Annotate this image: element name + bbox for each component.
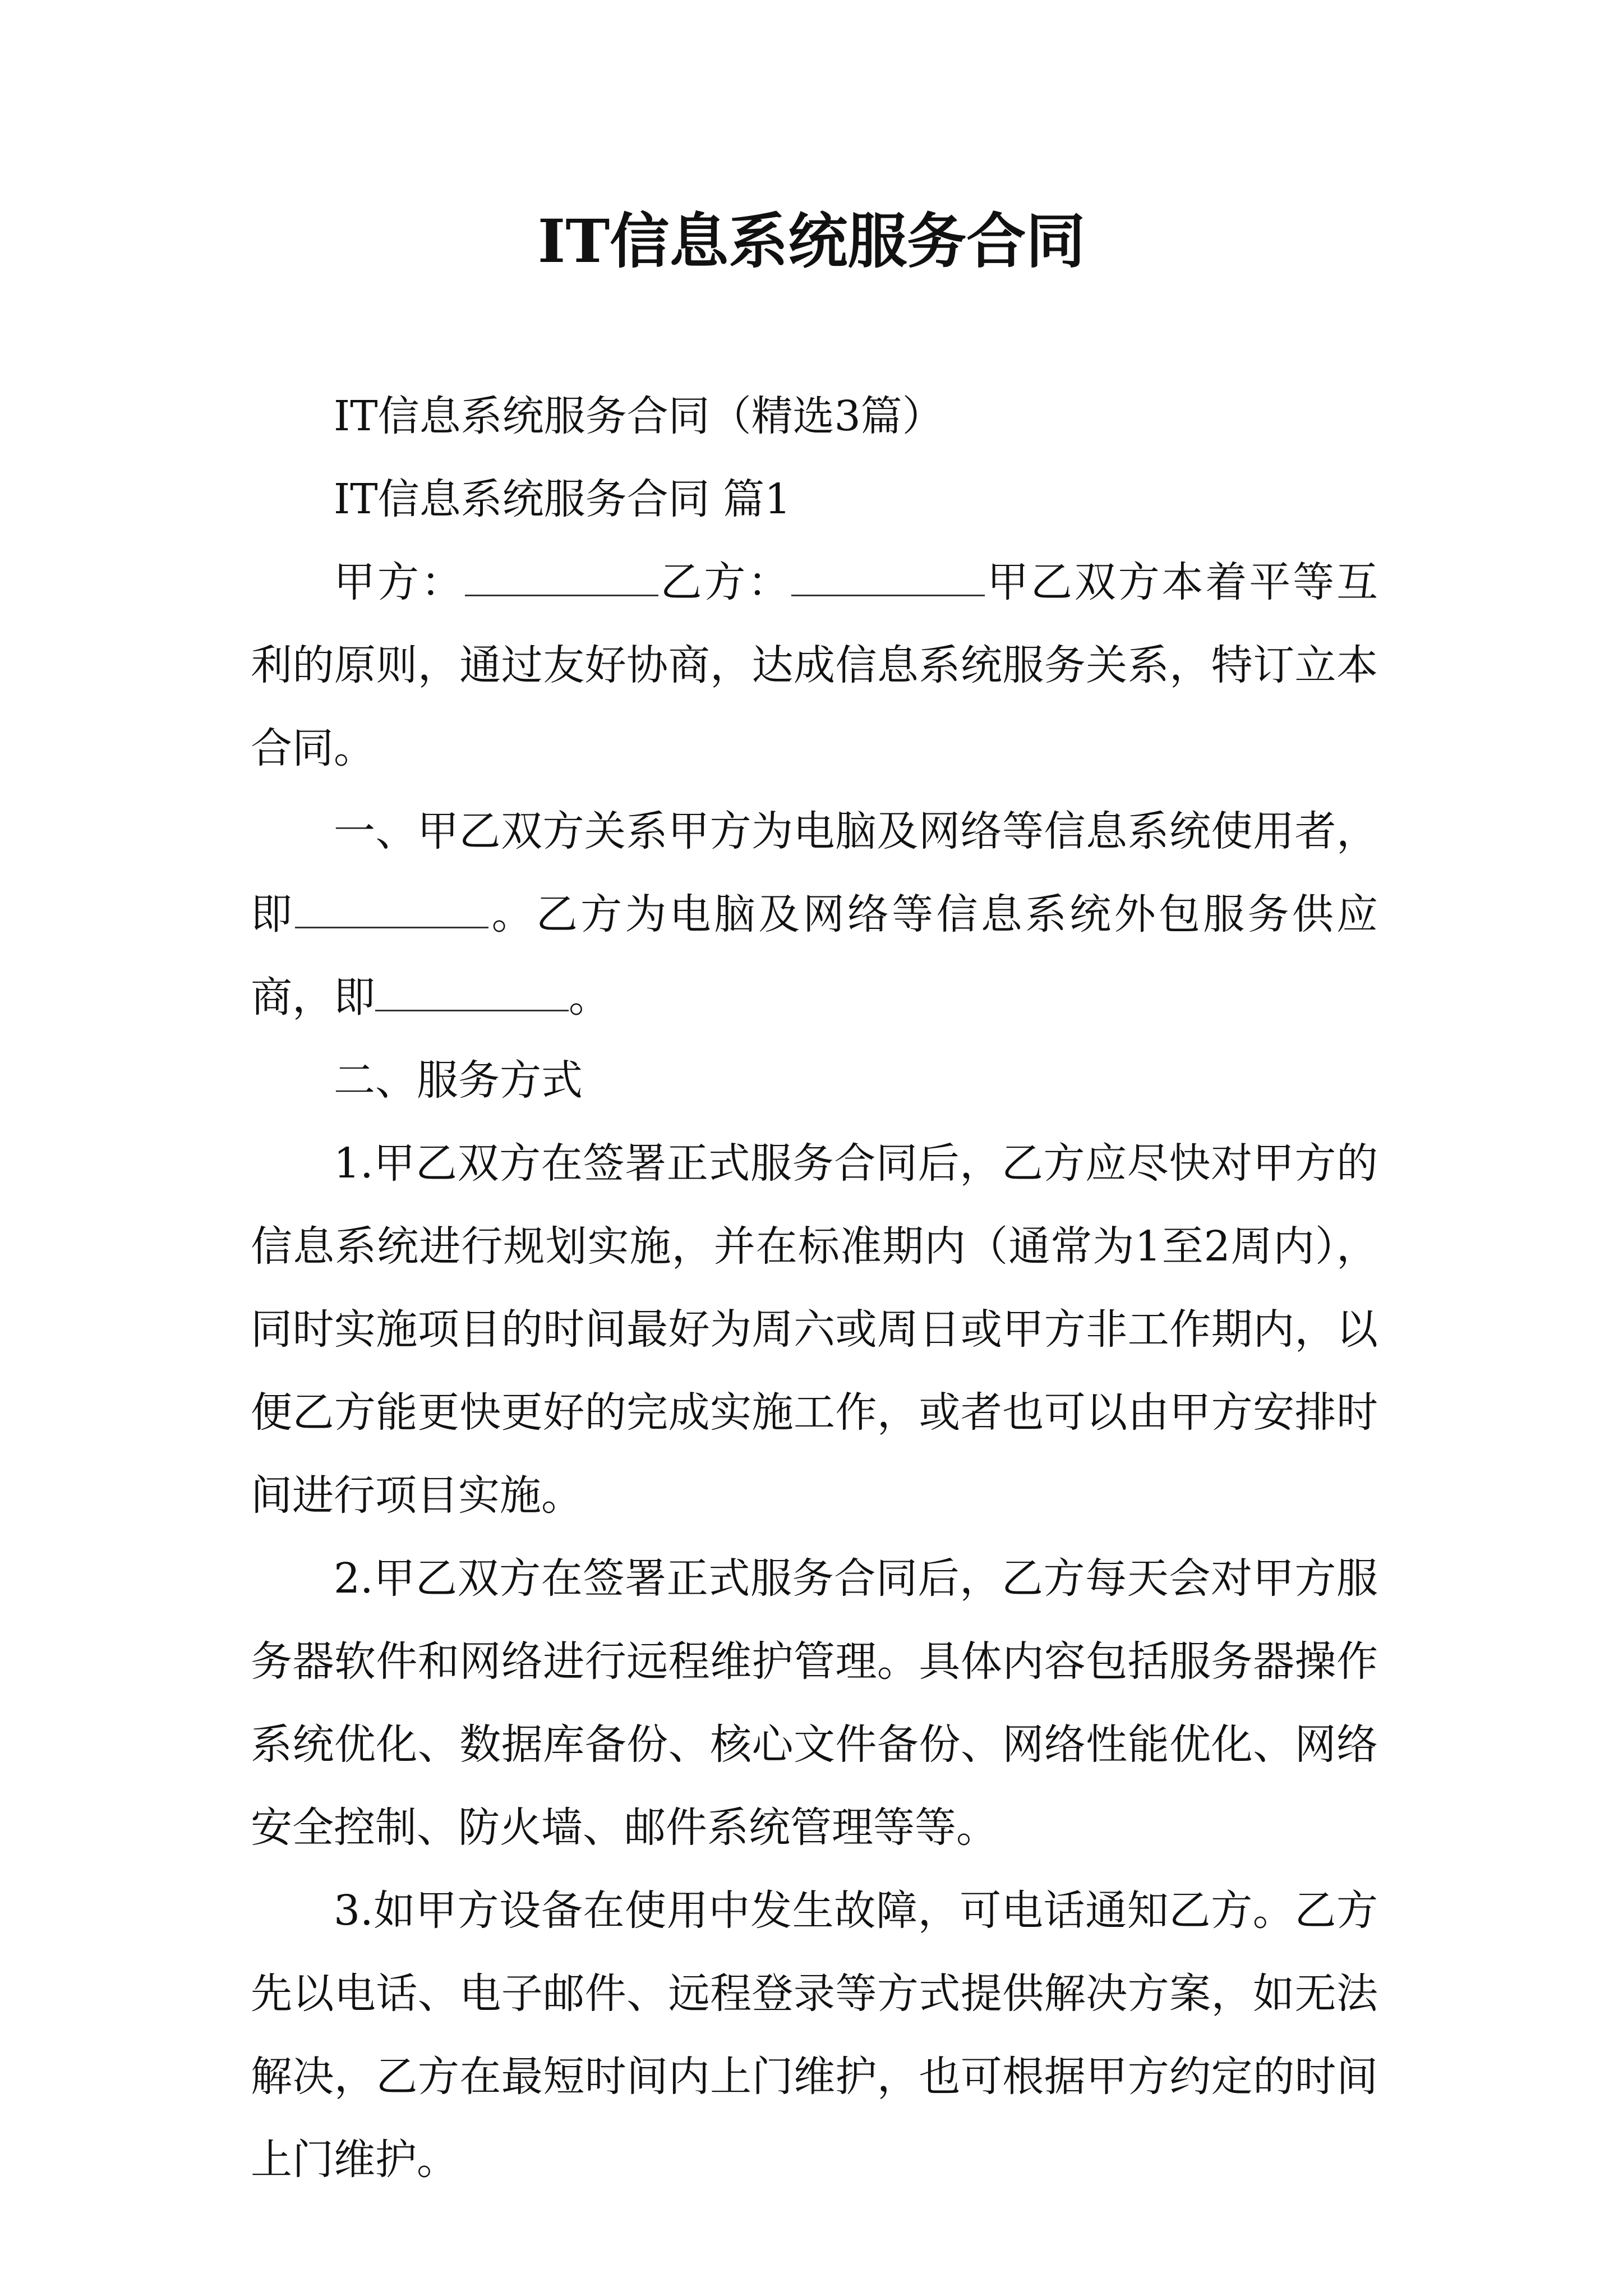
clause-2-heading: 二、服务方式 bbox=[334, 1056, 583, 1105]
service-item-3: 3.如甲方设备在使用中发生故障，可电话通知乙方。乙方先以电话、电子邮件、远程登录等方式提供解决方案，如无法解决，乙方在最短时间内上门维护，也可根据甲方约定的时间上门维护。 bbox=[251, 1887, 1378, 2184]
party-b-blank bbox=[791, 553, 985, 596]
document-body bbox=[251, 375, 1378, 2201]
section-heading: IT信息系统服务合同 篇1 bbox=[334, 475, 791, 523]
service-item-1: 1.甲乙双方在签署正式服务合同后，乙方应尽快对甲方的信息系统进行规划实施，并在标准期内（通常为1至2周内），同时实施项目的时间最好为周六或周日或甲方非工作期内，以便乙方能更快更好的完成实施工作，或者也可以由甲方安排时间进行项目实施。 bbox=[251, 1139, 1378, 1520]
service-item-2: 2.甲乙双方在签署正式服务合同后，乙方每天会对甲方服务器软件和网络进行远程维护管理。具体内容包括服务器操作系统优化、数据库备份、核心文件备份、网络性能优化、网络安全控制、防火墙、邮件系统管理等等。 bbox=[251, 1554, 1378, 1852]
party-a-label: 甲方： bbox=[334, 558, 465, 606]
party-a-name-blank bbox=[295, 885, 488, 928]
subtitle: IT信息系统服务合同（精选3篇） bbox=[334, 392, 944, 440]
clause-1-text-c: 。 bbox=[569, 973, 610, 1022]
party-a-blank bbox=[465, 553, 658, 596]
clause-1-text-b: 。乙方为电脑及网络等信息系统外包服务供应商，即 bbox=[251, 890, 1378, 1022]
parties-paragraph bbox=[251, 541, 1378, 790]
party-b-name-blank bbox=[375, 968, 569, 1011]
party-b-label: 乙方： bbox=[658, 558, 792, 606]
clause-1-paragraph bbox=[251, 790, 1378, 1039]
document-title: IT信息系统服务合同 bbox=[537, 206, 1086, 276]
clause-1-text-a: 一、甲乙双方关系甲方为电脑及网络等信息系统使用者，即 bbox=[251, 807, 1378, 938]
parties-intro-text: 甲乙双方本着平等互利的原则，通过友好协商，达成信息系统服务关系，特订立本合同。 bbox=[251, 558, 1378, 772]
